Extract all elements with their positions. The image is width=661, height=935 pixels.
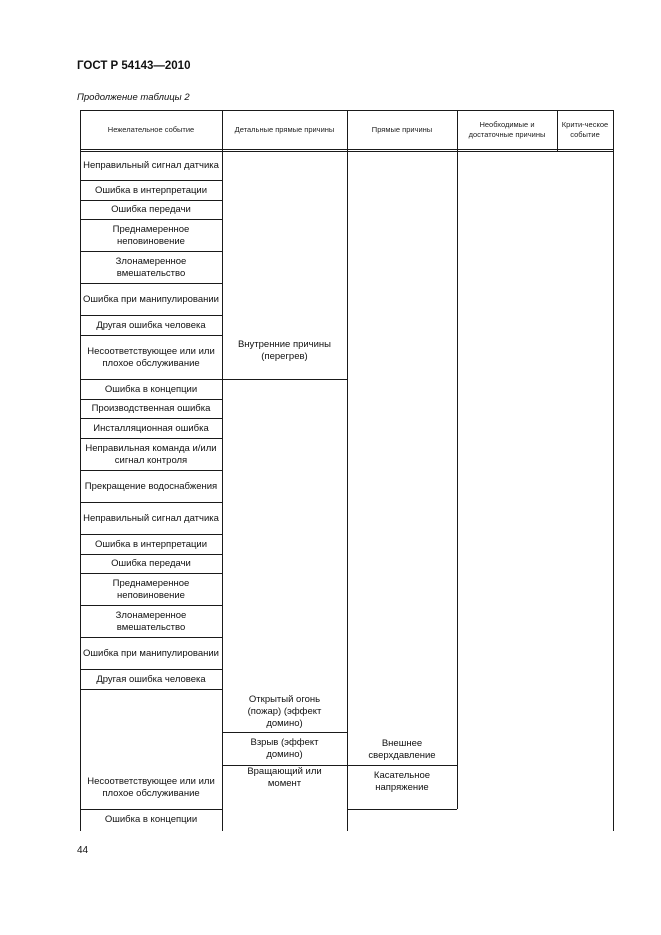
row-event: Прекращение водоснабжения <box>84 480 218 492</box>
document-title: ГОСТ Р 54143—2010 <box>77 60 191 72</box>
row-event: Злонамеренное вмешательство <box>115 255 187 279</box>
header-detailed-direct-causes: Детальные прямые причины <box>234 125 335 134</box>
row-event <box>80 766 222 809</box>
row-event: Производственная ошибка <box>91 403 211 414</box>
detailed-cause-torque <box>222 768 347 788</box>
header-direct-causes: Прямые причины <box>371 125 433 134</box>
row-event <box>80 336 222 379</box>
row-event: Ошибка передачи <box>111 204 191 215</box>
detailed-cause-explosion: Взрыв (эффект домино) <box>250 737 319 760</box>
direct-cause-overpressure: Внешнее сверхдавление <box>368 738 436 761</box>
row-event-text: Несоответствующее или или плохое обслуживание <box>87 775 215 799</box>
row-event-text: Несоответствующее или или плохое обслуживание <box>87 345 215 369</box>
row-event: Неправильная команда и/или сигнал контроля <box>85 442 217 466</box>
row-event: Ошибка в концепции <box>104 383 198 395</box>
row-event: Другая ошибка человека <box>96 673 206 685</box>
table-caption: Продолжение таблицы 2 <box>77 92 190 103</box>
direct-cause-shear-stress: Касательное напряжение <box>373 770 431 793</box>
page-number: 44 <box>77 845 89 856</box>
row-event: Преднамеренное неповиновение <box>112 577 190 601</box>
row-event: Ошибка в интерпретации <box>94 184 208 196</box>
header-undesired-event: Нежелательное событие <box>107 125 195 134</box>
row-event: Ошибка при манипулировании <box>83 647 219 659</box>
row-event: Неправильный сигнал датчика <box>83 160 219 171</box>
row-event: Другая ошибка человека <box>96 319 206 331</box>
detailed-cause-open-fire: Открытый огонь (пожар) (эффект домино) <box>247 694 322 729</box>
row-event: Ошибка в концепции <box>104 814 198 825</box>
row-event: Инсталляционная ошибка <box>93 422 209 434</box>
row-event: Ошибка в интерпретации <box>94 538 208 550</box>
header-critical-event: Крити-ческое событие <box>561 120 609 139</box>
detailed-cause-torque-text: Вращающий или момент <box>247 766 322 789</box>
detailed-cause-internal: Внутренние причины (перегрев) <box>237 339 332 362</box>
row-event: Преднамеренное неповиновение <box>112 223 190 247</box>
row-event: Ошибка передачи <box>111 558 191 569</box>
row-event: Злонамеренное вмешательство <box>115 609 187 633</box>
row-event: Ошибка при манипулировании <box>83 293 219 305</box>
header-necessary-sufficient-causes: Необходимые и достаточные причины <box>468 120 546 139</box>
row-event: Неправильный сигнал датчика <box>83 512 219 524</box>
